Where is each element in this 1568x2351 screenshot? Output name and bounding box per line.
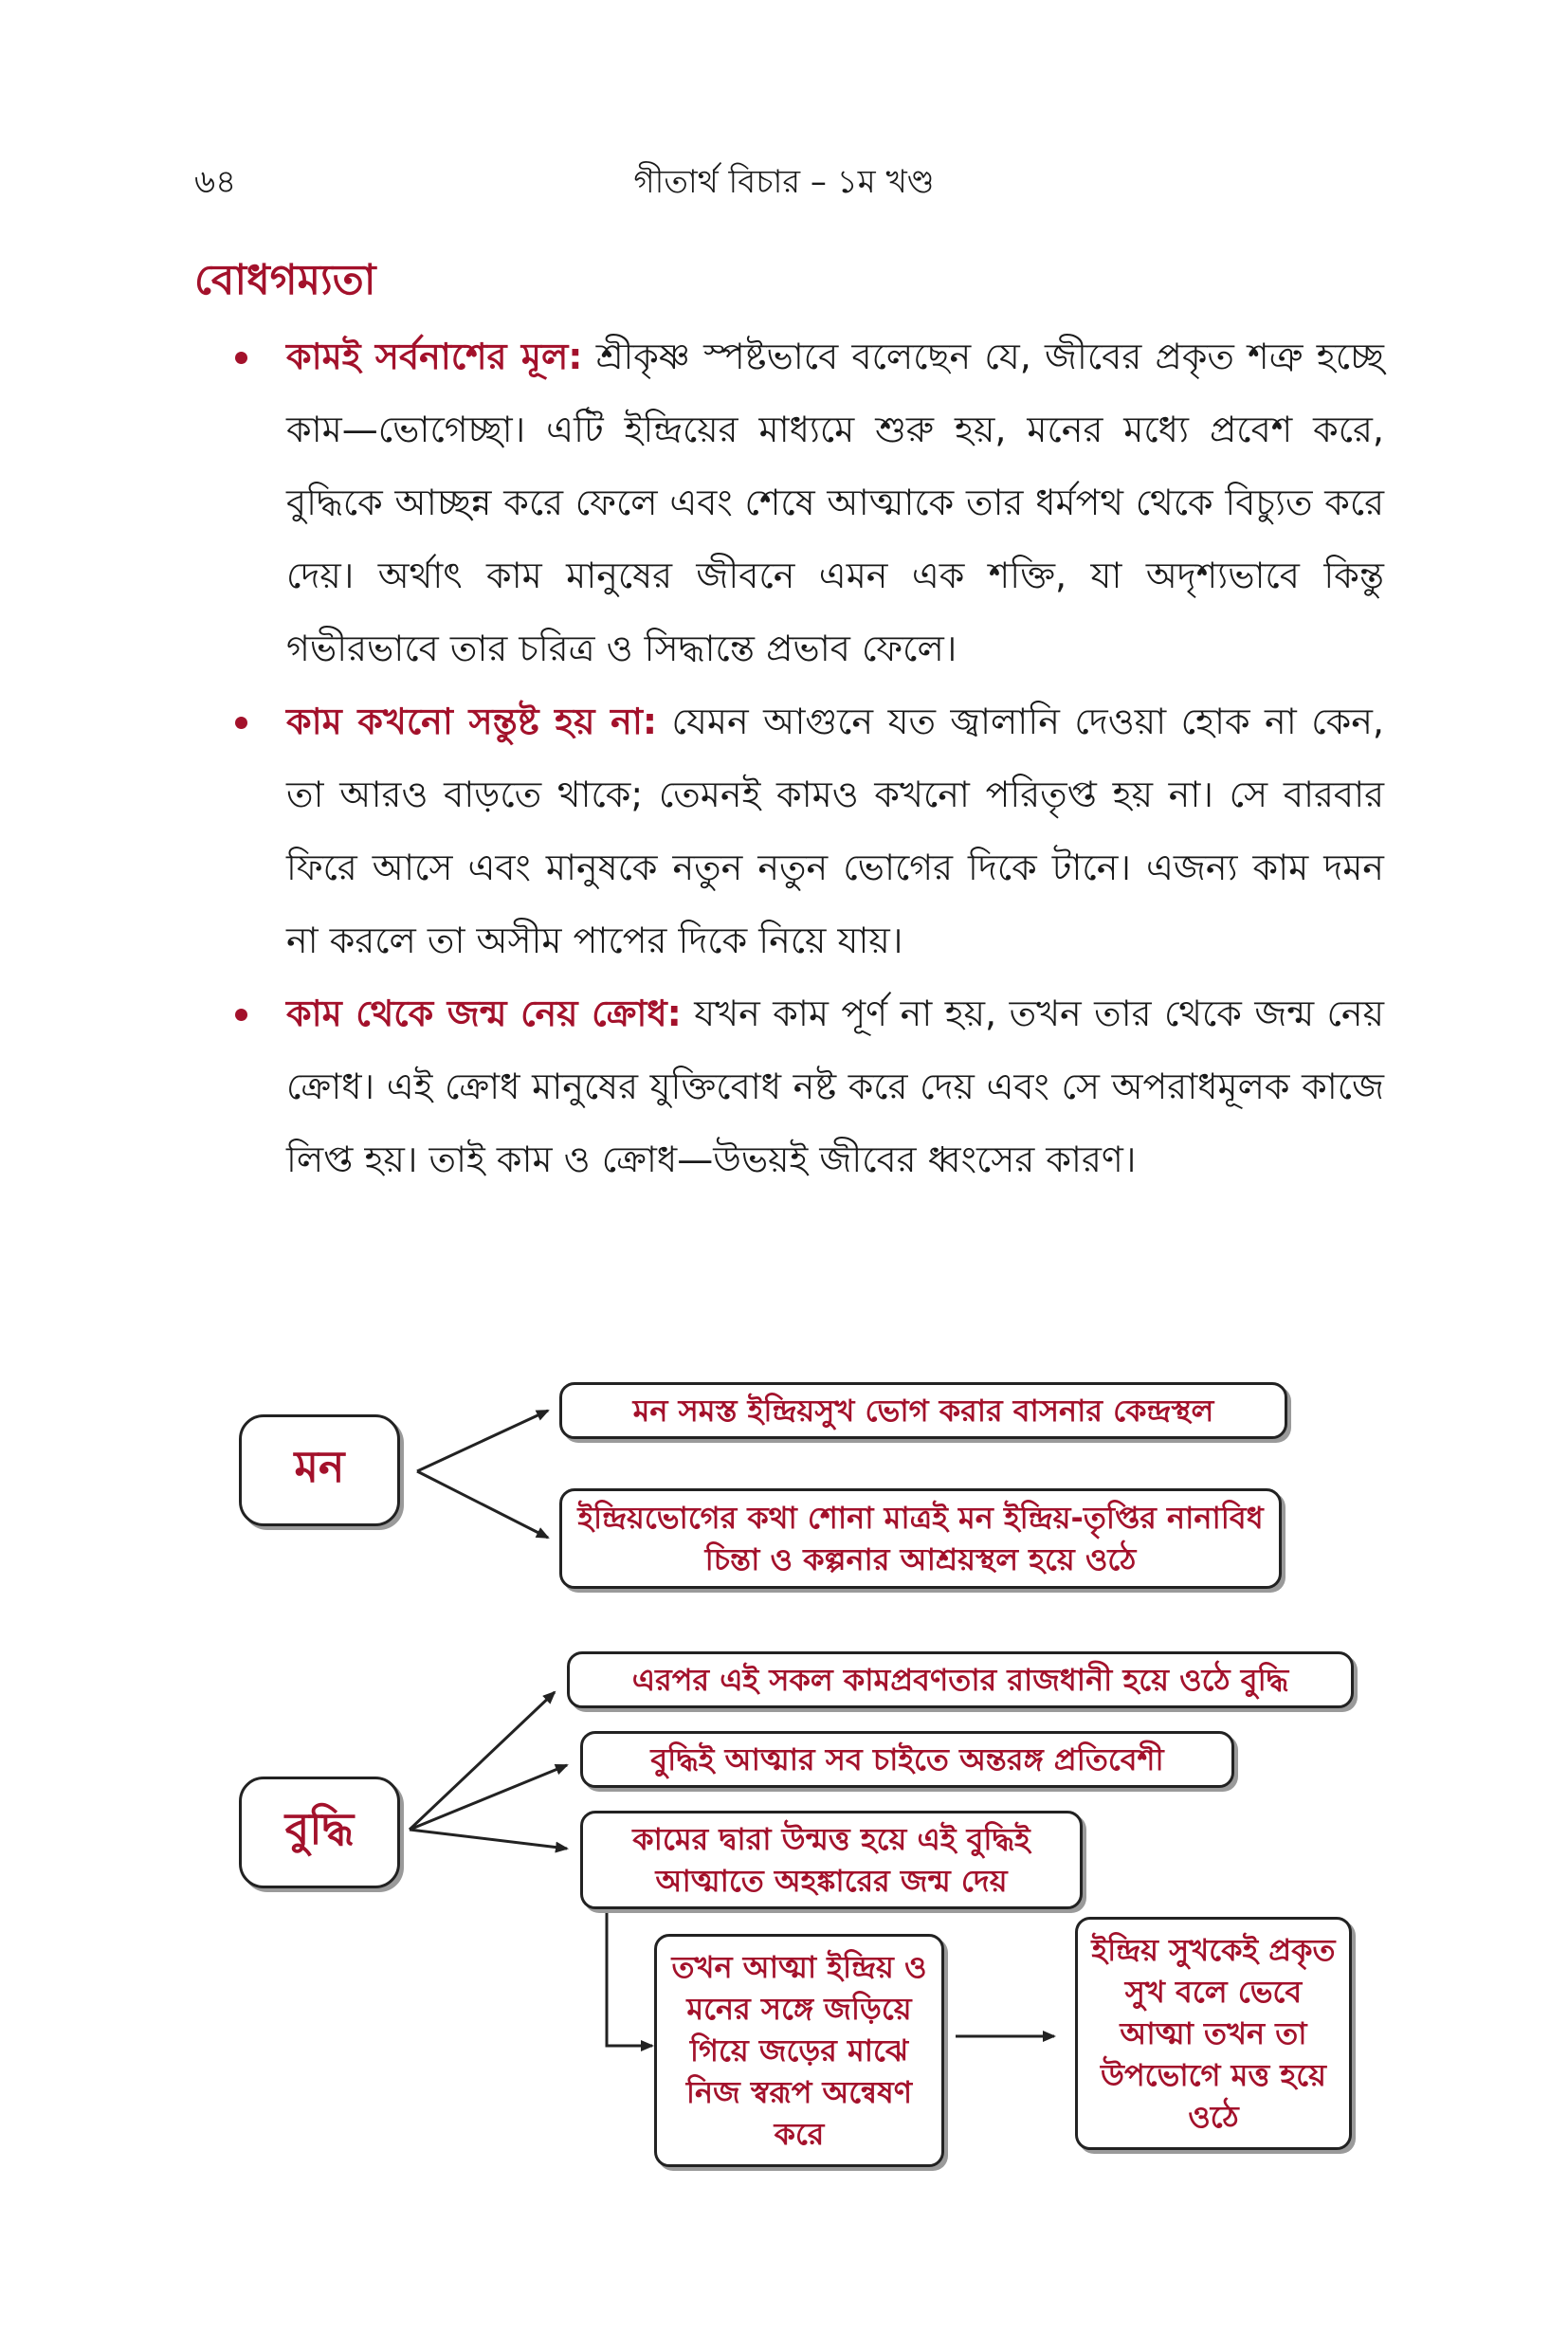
arrow-mon-2 — [417, 1471, 548, 1538]
arrow-to-atma — [607, 1905, 652, 2046]
buddhi-item-2: বুদ্ধিই আত্মার সব চাইতে অন্তরঙ্গ প্রতিবেশী — [580, 1731, 1234, 1788]
bullet-text: যেমন আগুনে যত জ্বালানি দেওয়া হোক না কেন, তা আরও বাড়তে থাকে; তেমনই কামও কখনো পরিতৃপ্ত হয় না। সে বারবার ফিরে আসে এবং মানুষকে নতুন নতুন ভোগের দিকে টানে। এজন্য কাম দমন না করলে তা অসীম পাপের দিকে নিয়ে যায়। — [286, 701, 1385, 961]
arrow-buddhi-3 — [410, 1830, 567, 1849]
mon-box: মন — [239, 1414, 400, 1526]
arrow-buddhi-1 — [410, 1692, 555, 1830]
mon-item-1: মন সমস্ত ইন্দ্রিয়সুখ ভোগ করার বাসনার কেন্দ্রস্থল — [559, 1382, 1287, 1439]
result-box: ইন্দ্রিয় সুখকেই প্রকৃত সুখ বলে ভেবে আত্মা তখন তা উপভোগে মত্ত হয়ে ওঠে — [1075, 1917, 1352, 2150]
mon-item-2: ইন্দ্রিয়ভোগের কথা শোনা মাত্রই মন ইন্দ্রিয়-তৃপ্তির নানাবিধ চিন্তা ও কল্পনার আশ্রয়স্থল হয়ে ওঠে — [559, 1488, 1282, 1589]
bullet-lead: কাম কখনো সন্তুষ্ট হয় না: — [286, 701, 658, 742]
bullet-lead: কামই সর্বনাশের মূল: — [286, 336, 583, 377]
running-header-title: গীতার্থ বিচার – ১ম খণ্ড — [633, 163, 935, 201]
page-number: ৬৪ — [194, 163, 237, 201]
buddhi-item-1: এরপর এই সকল কামপ্রবণতার রাজধানী হয়ে ওঠে বুদ্ধি — [567, 1651, 1354, 1708]
arrow-mon-1 — [417, 1411, 548, 1471]
section-title: বোধগম্যতা — [194, 256, 376, 304]
bullet-text: যখন কাম পূর্ণ না হয়, তখন তার থেকে জন্ম নেয় ক্রোধ। এই ক্রোধ মানুষের যুক্তিবোধ নষ্ট করে দেয় এবং সে অপরাধমূলক কাজে লিপ্ত হয়। তাই কাম ও ক্রোধ—উভয়ই জীবের ধ্বংসের কারণ। — [286, 993, 1384, 1180]
atma-box: তখন আত্মা ইন্দ্রিয় ও মনের সঙ্গে জড়িয়ে গিয়ে জড়ের মাঝে নিজ স্বরূপ অন্বেষণ করে — [654, 1934, 944, 2167]
bullet-lead: কাম থেকে জন্ম নেয় ক্রোধ: — [286, 993, 682, 1034]
bullet-text: শ্রীকৃষ্ণ স্পষ্টভাবে বলেছেন যে, জীবের প্রকৃত শত্রু হচ্ছে কাম—ভোগেচ্ছা। এটি ইন্দ্রিয়ের মাধ্যমে শুরু হয়, মনের মধ্যে প্রবেশ করে, বুদ্ধিকে আচ্ছন্ন করে ফেলে এবং শেষে আত্মাকে তার ধর্মপথ থেকে বিচ্যুত করে দেয়। অর্থাৎ কাম মানুষের জীবনে এমন এক শক্তি, যা অদৃশ্যভাবে কিন্তু গভীরভাবে তার চরিত্র ও সিদ্ধান্তে প্রভাব ফেলে। — [286, 336, 1384, 669]
buddhi-item-3: কামের দ্বারা উন্মত্ত হয়ে এই বুদ্ধিই আত্মাতে অহঙ্কারের জন্ম দেয় — [580, 1811, 1083, 1909]
buddhi-box: বুদ্ধি — [239, 1777, 400, 1888]
arrow-buddhi-2 — [410, 1765, 567, 1830]
